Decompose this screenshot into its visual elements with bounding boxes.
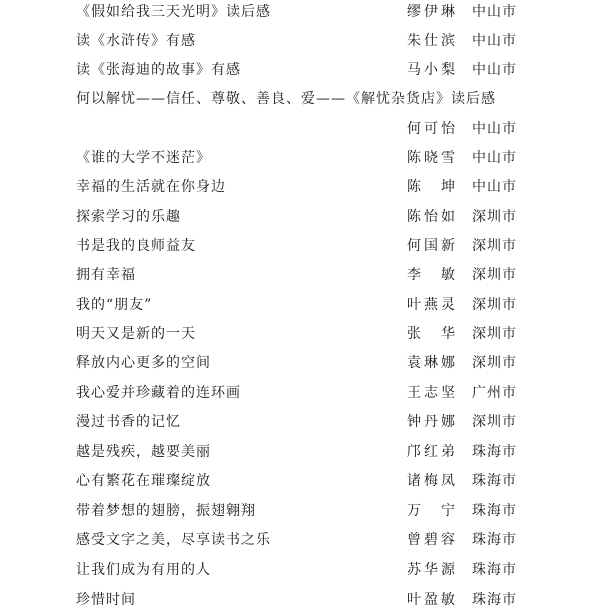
entry-title: 何以解忧——信任、尊敬、善良、爱——《解忧杂货店》读后感 [76, 91, 496, 107]
entry-city: 广州市 [472, 385, 516, 401]
entry-row [0, 323, 600, 345]
entry-title: 《假如给我三天光明》读后感 [76, 4, 271, 20]
entry-author: 陈怡如 [407, 209, 455, 225]
entry-row [0, 500, 600, 522]
entry-title: 珍惜时间 [76, 592, 136, 608]
entry-city: 深圳市 [472, 326, 516, 342]
entry-row [0, 176, 600, 198]
entry-city: 珠海市 [472, 473, 516, 489]
entry-city: 深圳市 [472, 267, 516, 283]
entry-row [0, 529, 600, 551]
entry-title: 感受文字之美，尽享读书之乐 [76, 532, 271, 548]
entry-author: 何可怡 [407, 121, 455, 137]
entry-city: 深圳市 [472, 355, 516, 371]
entry-row [0, 1, 600, 23]
entry-city: 中山市 [472, 33, 516, 49]
entry-city: 中山市 [472, 62, 516, 78]
entry-title: 我的“朋友” [76, 297, 153, 313]
entry-title: 读《水浒传》有感 [76, 33, 196, 49]
entry-title: 拥有幸福 [76, 267, 136, 283]
entry-title: 越是残疾，越要美丽 [76, 444, 211, 460]
entry-row [0, 294, 600, 316]
entry-title: 我心爱并珍藏着的连环画 [76, 385, 241, 401]
entry-row [0, 147, 600, 169]
entry-city: 珠海市 [472, 562, 516, 578]
entry-city: 深圳市 [472, 414, 516, 430]
entry-city: 中山市 [472, 150, 516, 166]
entry-city: 珠海市 [472, 532, 516, 548]
entry-city: 深圳市 [472, 238, 516, 254]
entry-title: 释放内心更多的空间 [76, 355, 211, 371]
entry-row [0, 352, 600, 374]
entry-title: 探索学习的乐趣 [76, 209, 181, 225]
entry-title: 明天又是新的一天 [76, 326, 196, 342]
entry-author: 李 敏 [407, 267, 455, 283]
entry-row [0, 589, 600, 611]
entry-title: 幸福的生活就在你身边 [76, 179, 226, 195]
entry-title: 带着梦想的翅膀，振翅翱翔 [76, 503, 256, 519]
entry-row [0, 411, 600, 433]
entry-author: 袁琳娜 [407, 355, 455, 371]
entry-row [0, 382, 600, 404]
entry-city: 珠海市 [472, 503, 516, 519]
entry-author: 邝红弟 [407, 444, 455, 460]
entry-title: 读《张海迪的故事》有感 [76, 62, 241, 78]
entry-row [0, 235, 600, 257]
entry-row [0, 441, 600, 463]
entry-author: 曾碧容 [407, 532, 455, 548]
entry-title: 让我们成为有用的人 [76, 562, 211, 578]
entry-title: 书是我的良师益友 [76, 238, 196, 254]
entry-author: 叶燕灵 [407, 297, 455, 313]
entry-author: 陈晓雪 [407, 150, 455, 166]
entry-city: 珠海市 [472, 444, 516, 460]
entry-author: 万 宁 [407, 503, 455, 519]
entry-author: 张 华 [407, 326, 455, 342]
entry-city: 中山市 [472, 179, 516, 195]
entry-row [0, 118, 600, 140]
entry-author: 叶盈敏 [407, 592, 455, 608]
entry-author: 苏华源 [407, 562, 455, 578]
entry-city: 珠海市 [472, 592, 516, 608]
entry-author: 陈 坤 [407, 179, 455, 195]
entry-city: 中山市 [472, 121, 516, 137]
entry-row [0, 470, 600, 492]
entry-row [0, 30, 600, 52]
entry-city: 中山市 [472, 4, 516, 20]
entry-author: 王志坚 [407, 385, 455, 401]
entry-title: 漫过书香的记忆 [76, 414, 181, 430]
entry-row [0, 88, 600, 110]
entry-author: 钟丹娜 [407, 414, 455, 430]
entry-author: 马小梨 [407, 62, 455, 78]
entry-city: 深圳市 [472, 209, 516, 225]
entry-author: 诸梅凤 [407, 473, 455, 489]
entry-row [0, 206, 600, 228]
entry-author: 朱仕滨 [407, 33, 455, 49]
entry-author: 何国新 [407, 238, 455, 254]
entry-city: 深圳市 [472, 297, 516, 313]
entry-row [0, 264, 600, 286]
entry-title: 心有繁花在璀璨绽放 [76, 473, 211, 489]
entry-row [0, 59, 600, 81]
entry-title: 《谁的大学不迷茫》 [76, 150, 211, 166]
entry-row [0, 559, 600, 581]
entry-author: 缪伊琳 [407, 4, 455, 20]
